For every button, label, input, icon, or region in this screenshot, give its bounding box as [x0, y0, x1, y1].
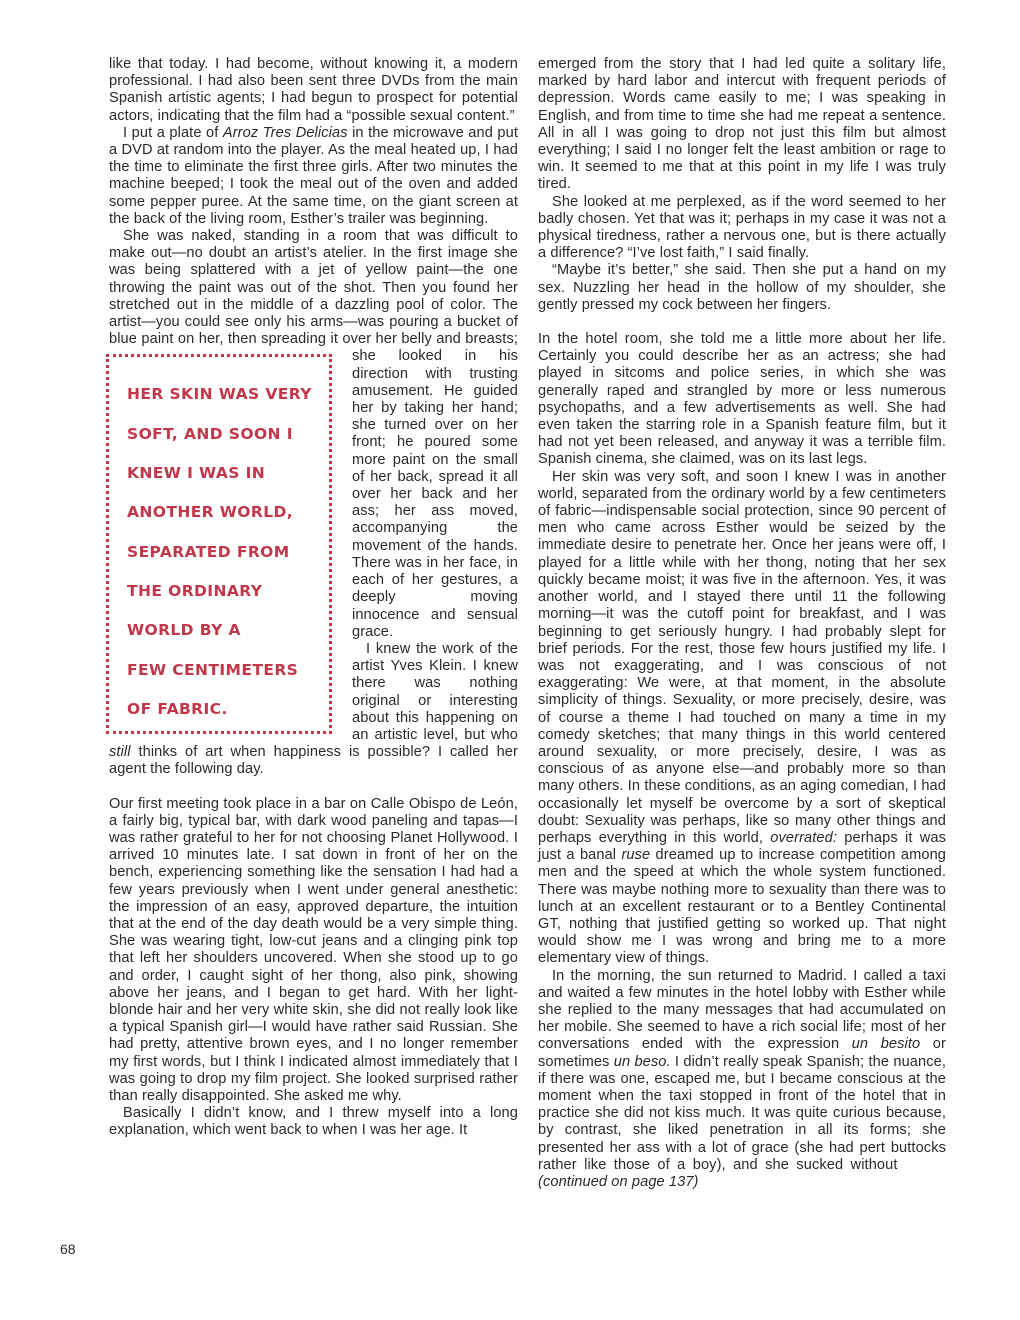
left-column: [109, 56, 518, 1140]
paragraph: In the hotel room, she told me a little more about her life. Certainly you could describe her as an actress; she had played in sitcoms and police series, in which she was generally raped and strangled by more or less numerous psychopaths, and a few advertisements as well. She had even taken the starring role in a Spanish feature film, but it had not yet been released, and anyway it was a terrible film. Spanish cinema, she claimed, was on its last legs.: [538, 331, 946, 468]
paragraph-text: In the morning, the sun returned to Madrid. I called a taxi and waited a few minutes in the hotel lobby with Esther while she replied to the many messages that had accumulated on her mobile. She seemed to have a rich social life; most of her conversations ended with the expression: [538, 967, 946, 1053]
pull-quote-line: ANOTHER WORLD,: [127, 503, 294, 522]
paragraph-text: or sometimes: [538, 1036, 946, 1070]
paragraph-text: thinks of art when happiness is possible? I called her agent the following day.: [109, 744, 518, 778]
pull-quote-line: FEW CENTIMETERS: [127, 660, 299, 679]
paragraph-text: in the microwave and put a DVD at random into the player. As the meal heated up, I had the time to eliminate the first three girls. After two minutes the machine beeped; I took the meal out of the oven and added some pepper puree. At the same time, on the giant screen at the back of the living room, Esther’s trailer was beginning.: [109, 124, 519, 227]
paragraph: Basically I didn’t know, and I threw myself into a long explanation, which went back to when I was her age. It: [109, 1105, 518, 1139]
pull-quote-line: OF FABRIC.: [127, 699, 228, 718]
pull-quote-line: THE ORDINARY: [127, 581, 263, 600]
pull-quote-line: WORLD BY A: [127, 621, 241, 640]
paragraph: [538, 469, 946, 968]
pull-quote-line: KNEW I WAS IN: [127, 464, 266, 483]
right-column: [538, 56, 946, 1191]
emphasis: overrated:: [770, 829, 838, 846]
emphasis: un besito: [851, 1036, 921, 1053]
paragraph: She looked at me perplexed, as if the word seemed to her badly chosen. Yet that was it; perhaps in my case it was not a physical tiredness, rather a nervous one, but is there actually a difference? “I’ve lost faith,” I said finally.: [538, 193, 946, 262]
emphasis: still: [109, 744, 131, 761]
paragraph-text: I put a plate of: [123, 124, 223, 141]
page-number: 68: [60, 1241, 76, 1257]
pull-quote: [106, 354, 332, 734]
paragraph-text: I didn’t really speak Spanish; the nuance, if there was one, escaped me, but I became conscious at the moment when the taxi stopped in front of the hotel that in practice she did not kiss much. It was quite curious because, by contrast, she liked penetration in all its forms; she presented her ass with a lot of grace (she had pert buttocks rather like those of a boy), and she sucked without: [538, 1053, 946, 1173]
continued-note: (continued on page 137): [538, 1174, 699, 1190]
paragraph-text: breasts; she looked in his direction with trusting amusement. He guided her by taking her hand; she turned over on her front; he poured some more paint on the small of her back, spread it all over her back and her ass; her ass moved, accompanying the movement of the hands. There was in her face, in each of her gestures, a deeply moving innocence and sensual grace.: [352, 331, 518, 640]
paragraph: [109, 125, 518, 228]
paragraph-text: Her skin was very soft, and soon I knew I was in another world, separated from the ordinary world by a few centimeters of fabric—indispensable social protection, since 90 percent of men who came across Esther would be seized by the immediate desire to penetrate her. Once her jeans were off, I played for a little while with her thong, noting that her sex quickly became moist; it was five in the afternoon. Yes, it was another world, and I stayed there until 11 the following morning—it was the cutoff point for breakfast, and I was beginning to get seriously hungry. I had probably slept for brief periods. For the rest, those few hours justified my life. I was not exaggerating, and I was conscious of not exaggerating: We were, at that moment, in the absolute simplicity of things. Sexuality, or more precisely, desire, was of course a theme I had touched on many a time in my comedy sketches; that many things in this world centered around sexuality, or more precisely, desire, I was as conscious of as anyone else—and probably more so than many others. In these conditions, as an aging comedian, I had occasionally let myself be overcome by a sort of skeptical doubt: Sexuality was perhaps, like so many other things and perhaps everything in this world,: [538, 468, 946, 846]
paragraph-text: I knew the work of the artist Yves Klein. I knew there was nothing original or interesting about this happening on an artistic level, but who: [352, 640, 518, 743]
paragraph: [538, 968, 946, 1192]
paragraph-text: She was naked, standing in a room that was difficult to make out—no doubt an artist’s atelier. In the first image she was being splattered with a jet of yellow paint—the one throwing the paint was out of the shot. Then you found her stretched out in the middle of a dazzling pool of color. The artist—you could see only his arms—was pouring a bucket of blue paint on her, then spreading it over her belly and: [109, 228, 518, 348]
pull-quote-line: SEPARATED FROM: [127, 542, 290, 561]
paragraph: emerged from the story that I had led quite a solitary life, marked by hard labor and intercut with frequent periods of depression. Words came easily to me; I was speaking in English, and from time to time she had me repeat a sentence. All in all I was going to drop not just this film but almost everything; I said I no longer felt the least ambition or rage to win. It seemed to me that at this point in my life I was truly tired.: [538, 56, 946, 193]
paragraph: Our first meeting took place in a bar on Calle Obispo de León, a fairly big, typical bar, with dark wood paneling and tapas—I was rather grateful to her for not choosing Planet Hollywood. I arrived 10 minutes late. I sat down in front of her on the bench, experiencing something like the sensation I had had a few years previously when I went under general anesthetic: the impression of an easy, approved departure, the intuition that at the end of the day death would be a very simple thing. She was wearing tight, low-cut jeans and a clinging pink top that left her shoulders uncovered. When she stood up to go and order, I caught sight of her thong, also pink, showing above her jeans, and I began to get hard. With her light-blonde hair and her very white skin, she did not really look like a typical Spanish girl—I would have rather said Russian. She had pretty, attentive brown eyes, and I no longer remember my first words, but I think I indicated almost immediately that I was going to drop my film project. She looked surprised rather than really disappointed. She asked me why.: [109, 795, 518, 1104]
emphasis: un beso.: [613, 1053, 671, 1070]
paragraph: “Maybe it’s better,” she said. Then she put a hand on my sex. Nuzzling her head in the hollow of my shoulder, she gently pressed my cock between her fingers.: [538, 262, 946, 313]
pull-quote-line: HER SKIN WAS VERY: [127, 385, 312, 404]
emphasis: ruse: [621, 847, 651, 864]
paragraph-text: dreamed up to increase competition among men and the speed at which the whole system functioned. There was maybe nothing more to sexuality than there was to lunch at an excellent restaurant or to a Bentley Continental GT, nothing that justified getting so worked up. That night would show me I was wrong and bring me to a more elementary view of things.: [538, 847, 946, 967]
paragraph-text: perhaps it was just a banal: [538, 829, 946, 864]
paragraph: like that today. I had become, without knowing it, a modern professional. I had also been sent three DVDs from the main Spanish artistic agents; I had begun to prospect for potential actors, indicating that the film had a “possible sexual content.”: [109, 56, 518, 124]
dish-name: Arroz Tres Delicias: [222, 124, 348, 141]
pull-quote-line: SOFT, AND SOON I: [127, 424, 293, 443]
